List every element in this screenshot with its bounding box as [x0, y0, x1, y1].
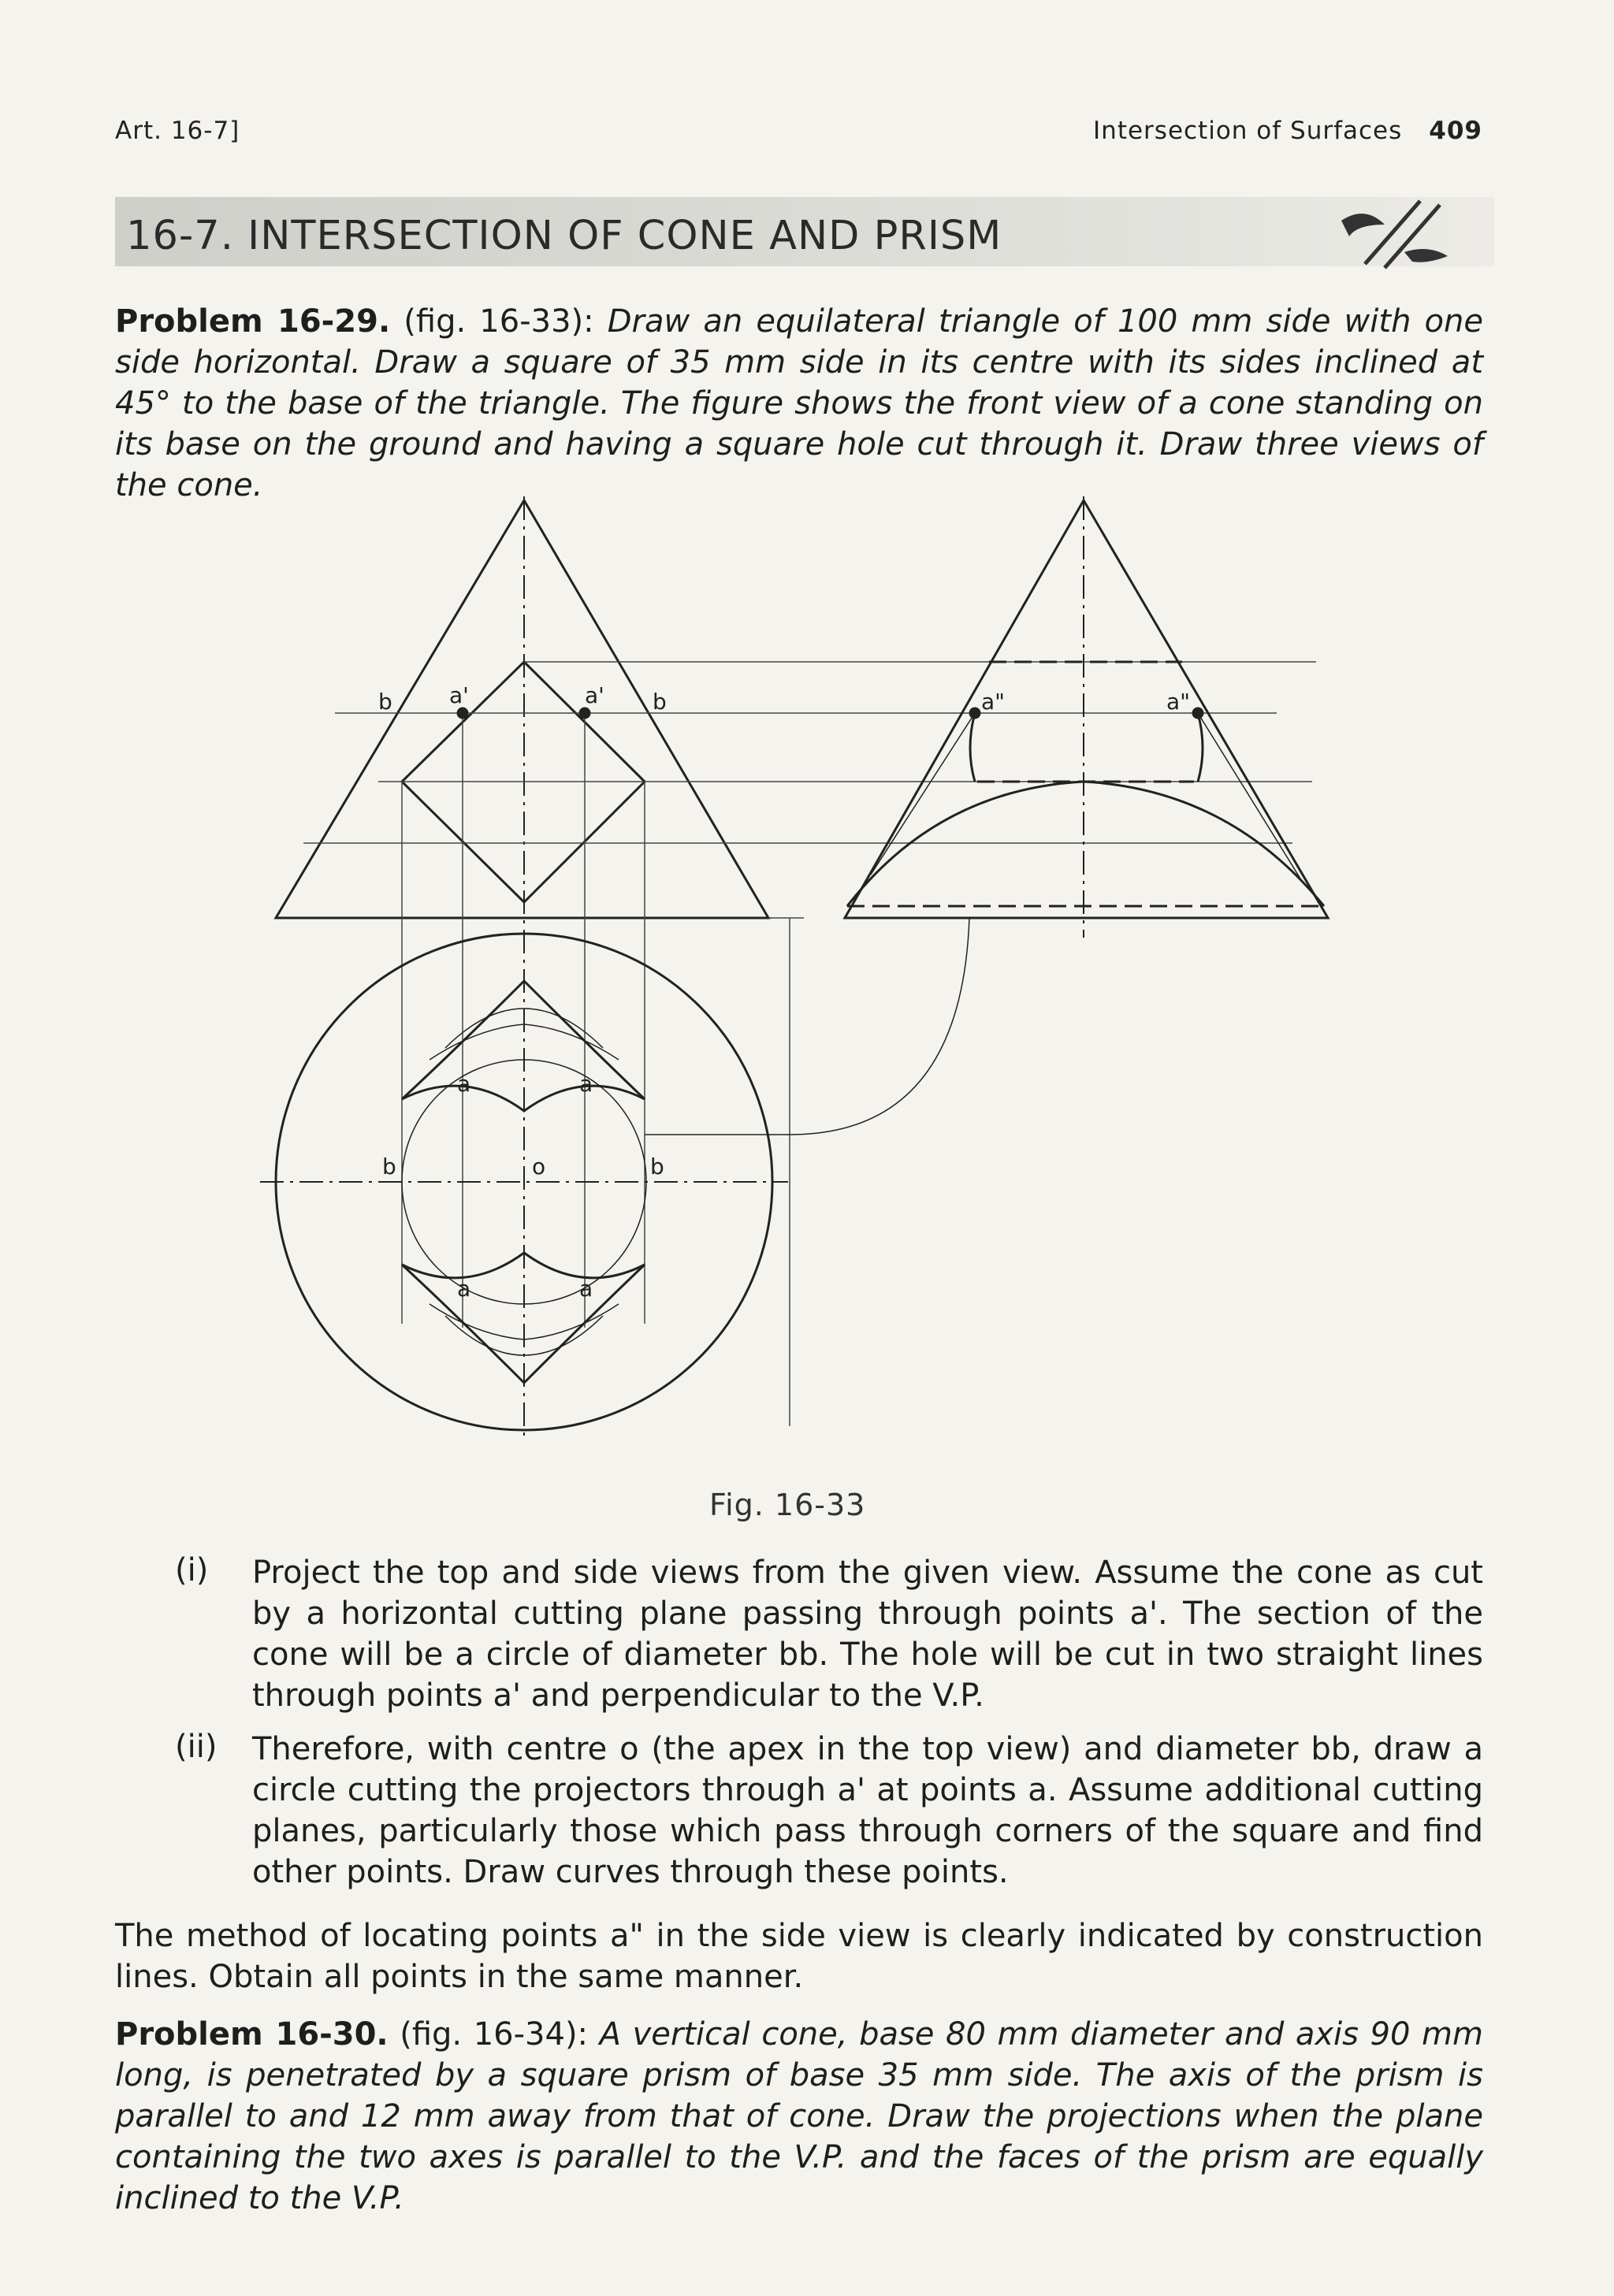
cone-prism-drawing: [260, 481, 1356, 1473]
figure-16-33: [260, 481, 1356, 1473]
running-header: [115, 117, 1482, 156]
label-a2-front: a': [585, 682, 604, 708]
label-a1-side: a": [981, 689, 1006, 715]
problem-statement: Draw an equilateral triangle of 100 mm side with one side horizontal. Draw a square of 35 mm side in its centre with its sides inclined at 45° to the base of the triangle. The figure shows the front view of a cone standing on its base on the ground and having a square hole cut through it. Draw three views of the cone.: [115, 303, 1483, 503]
method-paragraph: The method of locating points a" in the side view is clearly indicated by construction lines. Obtain all points in the same manner.: [115, 1918, 1483, 1995]
side-to-top-arc: [790, 918, 969, 1135]
label-o-top: o: [532, 1154, 546, 1180]
label-a2-side: a": [1166, 689, 1191, 715]
problem-statement: A vertical cone, base 80 mm diameter and axis 90 mm long, is penetrated by a square prism of base 35 mm side. The axis of the prism is parallel to and 12 mm away from that of cone. Draw the projections when the plane containing the two axes is parallel to the V.P. and the faces of the prism are equally inclined to the V.P.: [115, 2016, 1483, 2216]
step-number: (ii): [175, 1729, 218, 1765]
side-cone-triangle: [845, 500, 1328, 918]
step-ii: [115, 1729, 1483, 1910]
section-ornament-icon: [1310, 189, 1467, 276]
step-text: Therefore, with centre o (the apex in the top view) and diameter bb, draw a circle cutting the projectors through a' at points a. Assume additional cutting planes, particularly those which pass through corners of the square and find other points. Draw curves through these points.: [252, 1731, 1483, 1890]
step-text: Project the top and side views from the given view. Assume the cone as cut by a horizontal cutting plane passing through points a'. The section of the cone will be a circle of diameter bb. The hole will be cut in two straight lines through points a' and perpendicular to the V.P.: [252, 1555, 1483, 1714]
running-title-text: Intersection of Surfaces: [1093, 117, 1403, 145]
side-view: [845, 496, 1328, 938]
step-number: (i): [175, 1552, 209, 1588]
problem-label: Problem 16-29.: [115, 303, 391, 340]
front-view: [276, 496, 1316, 1426]
section-heading: 16-7. INTERSECTION OF CONE AND PRISM: [126, 213, 1002, 259]
label-a-top-ll: a: [457, 1276, 471, 1302]
running-title: [1093, 117, 1482, 145]
side-left-curve: [970, 713, 975, 782]
label-a-top-ul: a: [457, 1071, 471, 1097]
figure-reference: (fig. 16-33):: [390, 303, 608, 340]
figure-caption: Fig. 16-33: [709, 1488, 866, 1522]
top-view: [260, 918, 969, 1438]
label-a-top-ur: a: [579, 1071, 593, 1097]
side-right-curve: [1198, 713, 1203, 782]
label-a-top-lr: a: [579, 1276, 593, 1302]
problem-16-30: [115, 2014, 1483, 2219]
step-i: [115, 1552, 1483, 1733]
article-reference: Art. 16-7]: [115, 117, 240, 145]
page-number: 409: [1429, 117, 1482, 145]
label-b-top-right: b: [650, 1154, 664, 1180]
problem-label: Problem 16-30.: [115, 2016, 389, 2053]
front-cone-triangle: [276, 500, 768, 918]
label-b-top-left: b: [382, 1154, 396, 1180]
problem-16-29: [115, 301, 1483, 506]
label-b2-front: b: [653, 689, 667, 715]
label-b-front: b: [378, 689, 392, 715]
figure-reference: (fig. 16-34):: [388, 2016, 600, 2053]
label-a1-front: a': [449, 682, 469, 708]
